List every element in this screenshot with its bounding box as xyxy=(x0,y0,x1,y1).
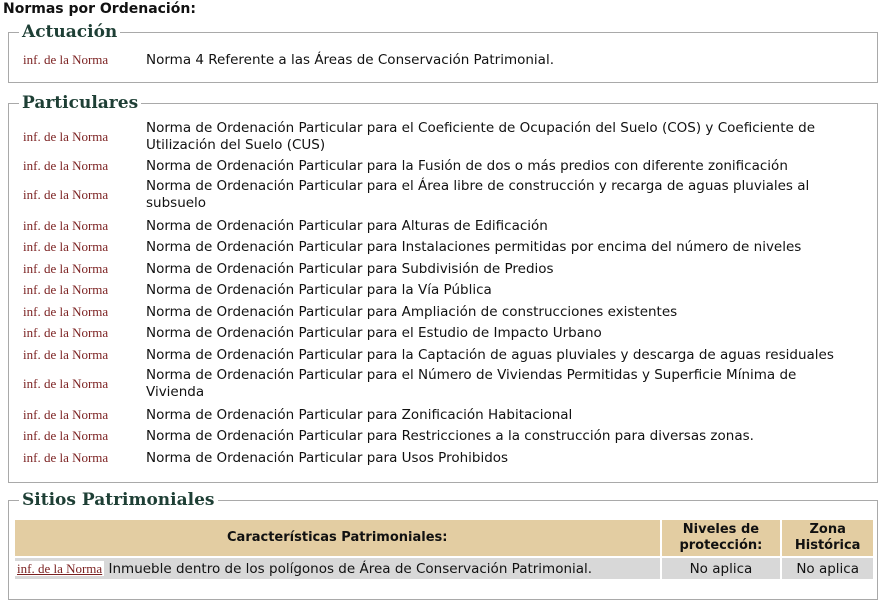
norma-info-link[interactable]: inf. de la Norma xyxy=(23,376,109,391)
norma-info-link[interactable]: inf. de la Norma xyxy=(23,450,109,465)
list-item xyxy=(9,280,877,300)
header-caracteristicas: Características Patrimoniales: xyxy=(15,520,660,556)
header-niveles: Niveles de protección: xyxy=(662,520,781,556)
norma-description: Norma de Ordenación Particular para el Área libre de construcción y recarga de aguas pluviales al subsuelo xyxy=(146,178,810,211)
actuacion-fieldset xyxy=(8,22,878,83)
cell-caracteristicas xyxy=(15,558,660,579)
list-item xyxy=(9,120,877,154)
norma-description: Norma de Ordenación Particular para Instalaciones permitidas por encima del número de niveles xyxy=(146,238,802,255)
cell-zona: No aplica xyxy=(782,558,873,579)
sitio-description: Inmueble dentro de los polígonos de Área de Conservación Patrimonial. xyxy=(108,560,593,577)
cell-nivel: No aplica xyxy=(662,558,781,579)
norma-info-link[interactable]: inf. de la Norma xyxy=(23,407,109,422)
sitios-legend: Sitios Patrimoniales xyxy=(22,490,215,510)
norma-info-link[interactable]: inf. de la Norma xyxy=(23,187,109,202)
norma-info-link[interactable]: inf. de la Norma xyxy=(23,325,109,340)
list-item xyxy=(9,405,877,425)
norma-info-link[interactable]: inf. de la Norma xyxy=(23,218,109,233)
norma-info-link[interactable]: inf. de la Norma xyxy=(23,304,109,319)
norma-description: Norma de Ordenación Particular para Usos Prohibidos xyxy=(146,449,509,466)
list-item xyxy=(9,156,877,176)
norma-description: Norma de Ordenación Particular para la Fusión de dos o más predios con diferente zonificación xyxy=(146,157,788,174)
norma-info-link[interactable]: inf. de la Norma xyxy=(23,52,109,67)
norma-description: Norma de Ordenación Particular para la Captación de aguas pluviales y descarga de aguas residuales xyxy=(146,346,834,363)
list-item xyxy=(9,50,877,70)
norma-info-link[interactable]: inf. de la Norma xyxy=(23,282,109,297)
list-item xyxy=(9,448,877,468)
particulares-fieldset xyxy=(8,93,878,483)
list-item xyxy=(9,259,877,279)
norma-info-link[interactable]: inf. de la Norma xyxy=(23,261,109,276)
list-item xyxy=(9,178,877,212)
list-item xyxy=(9,426,877,446)
norma-description: Norma 4 Referente a las Áreas de Conservación Patrimonial. xyxy=(146,51,554,68)
page-heading: Normas por Ordenación: xyxy=(3,1,196,17)
norma-description: Norma de Ordenación Particular para Restricciones a la construcción para diversas zonas. xyxy=(146,427,754,444)
norma-description: Norma de Ordenación Particular para Zonificación Habitacional xyxy=(146,406,573,423)
norma-description: Norma de Ordenación Particular para el Número de Viviendas Permitidas y Superficie Mínima de Vivienda xyxy=(146,367,797,400)
list-item xyxy=(9,323,877,343)
list-item xyxy=(9,302,877,322)
list-item xyxy=(9,216,877,236)
norma-info-link[interactable]: inf. de la Norma xyxy=(23,428,109,443)
sitios-table xyxy=(13,518,875,581)
table-row xyxy=(15,558,873,579)
norma-info-link[interactable]: inf. de la Norma xyxy=(23,239,109,254)
norma-description: Norma de Ordenación Particular para Subdivisión de Predios xyxy=(146,260,554,277)
norma-description: Norma de Ordenación Particular para el Coeficiente de Ocupación del Suelo (COS) y Coeficiente de Utilización del Suelo (CUS) xyxy=(146,120,816,153)
actuacion-legend: Actuación xyxy=(22,22,118,42)
norma-info-link[interactable]: inf. de la Norma xyxy=(23,347,109,362)
list-item xyxy=(9,367,877,401)
header-zona: Zona Histórica xyxy=(782,520,873,556)
norma-description: Norma de Ordenación Particular para Ampliación de construcciones existentes xyxy=(146,303,678,320)
norma-info-link[interactable]: inf. de la Norma xyxy=(23,158,109,173)
list-item xyxy=(9,345,877,365)
list-item xyxy=(9,237,877,257)
table-header-row xyxy=(15,520,873,556)
norma-info-link[interactable]: inf. de la Norma xyxy=(17,560,103,576)
norma-description: Norma de Ordenación Particular para el Estudio de Impacto Urbano xyxy=(146,324,602,341)
norma-description: Norma de Ordenación Particular para Alturas de Edificación xyxy=(146,217,548,234)
particulares-legend: Particulares xyxy=(22,93,139,113)
norma-info-link[interactable]: inf. de la Norma xyxy=(23,129,109,144)
norma-description: Norma de Ordenación Particular para la Vía Pública xyxy=(146,281,492,298)
